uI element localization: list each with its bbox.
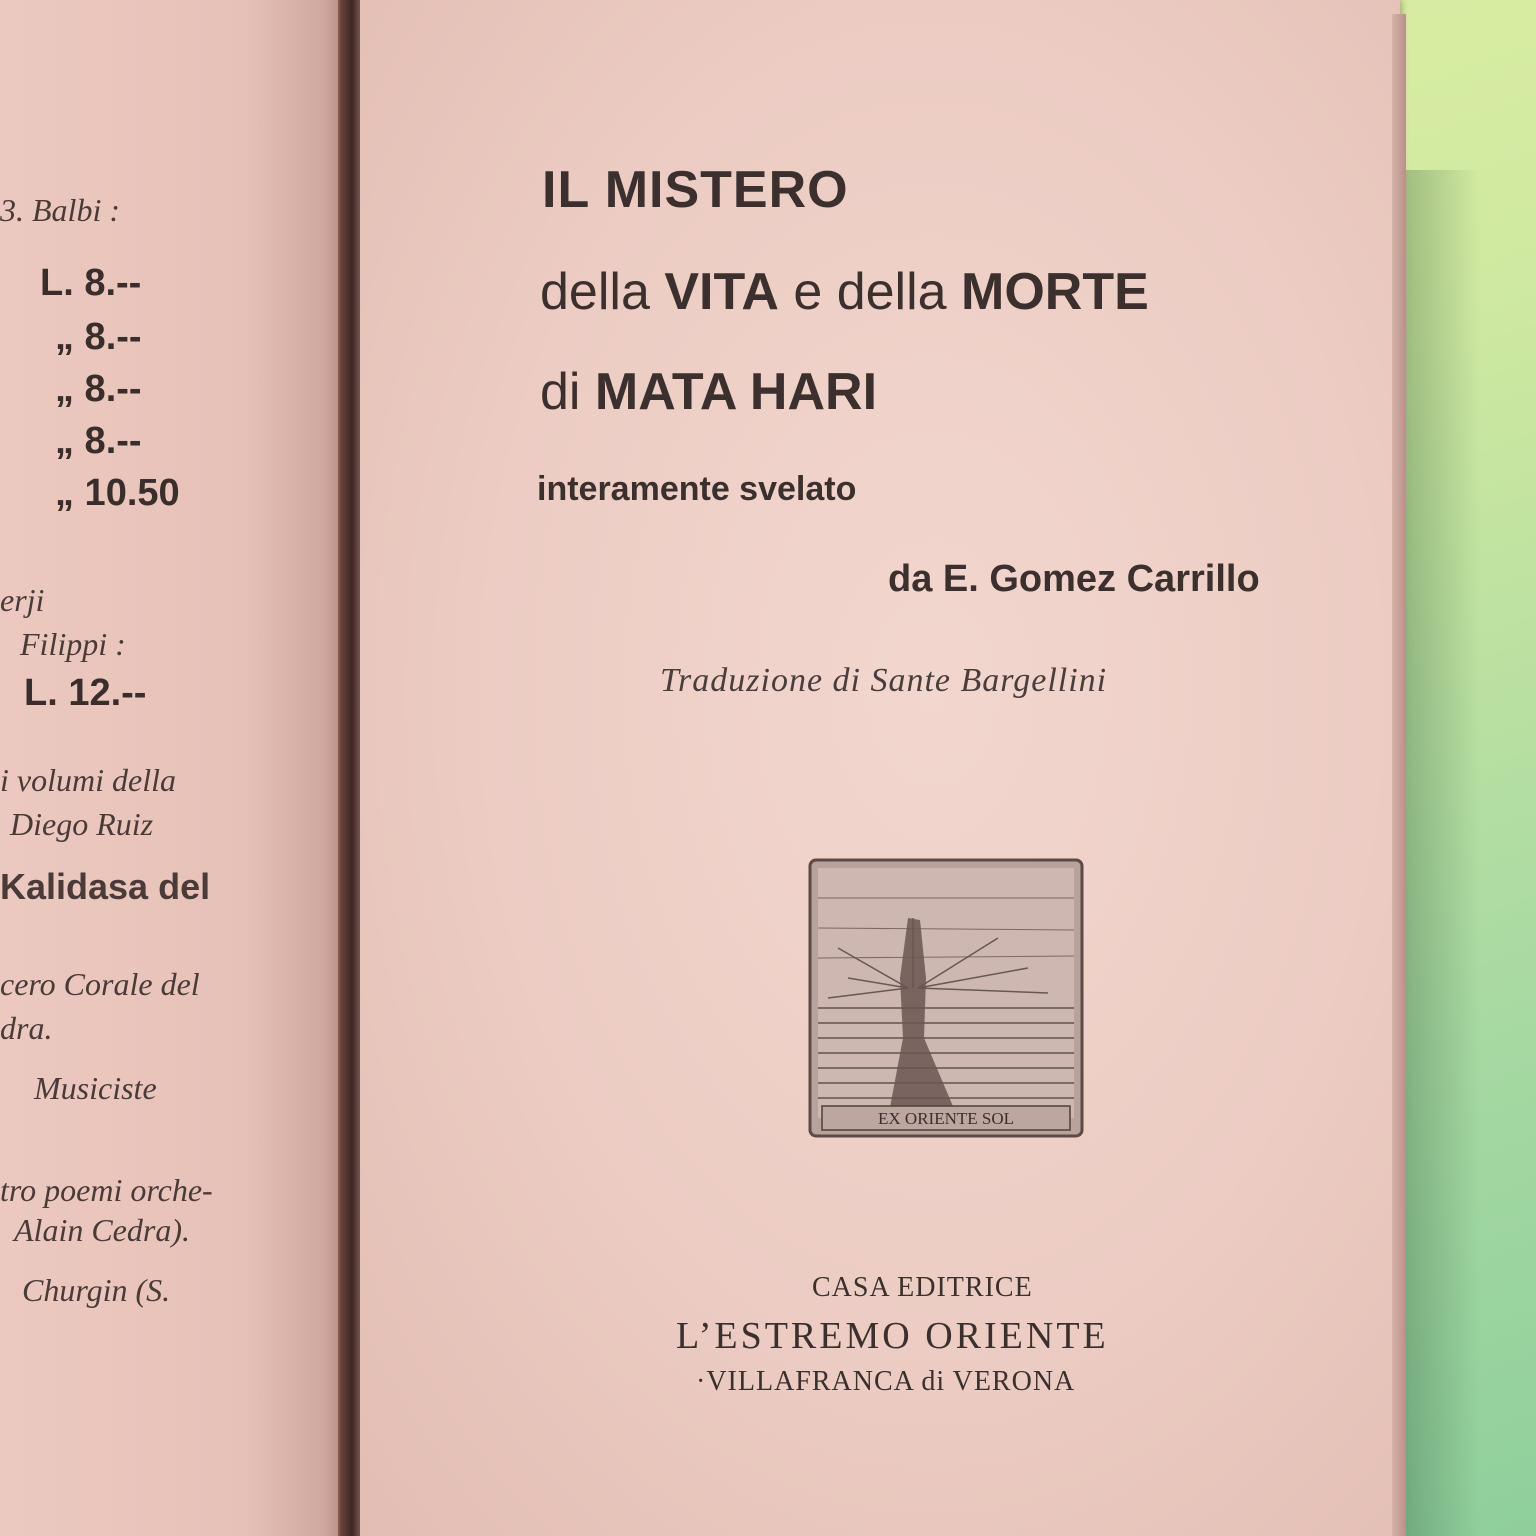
left-line: erji [0, 582, 45, 618]
title-line-3-part: di [540, 363, 595, 421]
author-line: da E. Gomez Carrillo [888, 558, 1260, 600]
title-line-2 [540, 262, 1149, 322]
emblem-motto: EX ORIENTE SOL [878, 1109, 1014, 1128]
left-line: i volumi della [0, 762, 176, 798]
publisher-line-1: CASA EDITRICE [812, 1272, 1033, 1303]
publisher-location: ·VILLAFRANCA di VERONA [696, 1366, 1076, 1397]
left-line: Churgin (S. [22, 1272, 171, 1308]
title-line-1: IL MISTERO [542, 161, 849, 219]
title-line-3 [540, 362, 877, 422]
left-line: dra. [0, 1010, 53, 1046]
title-line-2-part: della [540, 263, 665, 321]
left-line: tro poemi orche- [0, 1172, 213, 1208]
left-price: „ 8.-- [55, 316, 142, 358]
title-page [360, 0, 1400, 1536]
left-line: Diego Ruiz [10, 806, 154, 842]
left-line: Filippi : [20, 626, 126, 662]
left-price: „ 8.-- [55, 368, 142, 410]
left-price: „ 8.-- [55, 420, 142, 462]
left-price: L. 12.-- [24, 672, 147, 714]
left-line: Musiciste [34, 1070, 157, 1106]
translation-credit: Traduzione di Sante Bargellini [660, 662, 1108, 699]
publisher-emblem [808, 858, 1084, 1138]
title-line-2-part: VITA [664, 263, 779, 321]
left-line: cero Corale del [0, 966, 200, 1002]
left-line: Alain Cedra). [14, 1212, 190, 1248]
right-page-edge [1392, 14, 1406, 1536]
left-line: 3. Balbi : [0, 192, 120, 228]
left-line: Kalidasa del [0, 866, 211, 907]
title-line-3-part: MATA HARI [594, 363, 878, 421]
left-page [0, 0, 352, 1536]
title-line-2-part: e della [778, 263, 962, 321]
left-price: L. 8.-- [40, 262, 142, 304]
publisher-name: L’ESTREMO ORIENTE [676, 1315, 1109, 1357]
title-line-2-part: MORTE [961, 263, 1149, 321]
left-price: „ 10.50 [55, 472, 180, 514]
subtitle: interamente svelato [537, 470, 857, 508]
